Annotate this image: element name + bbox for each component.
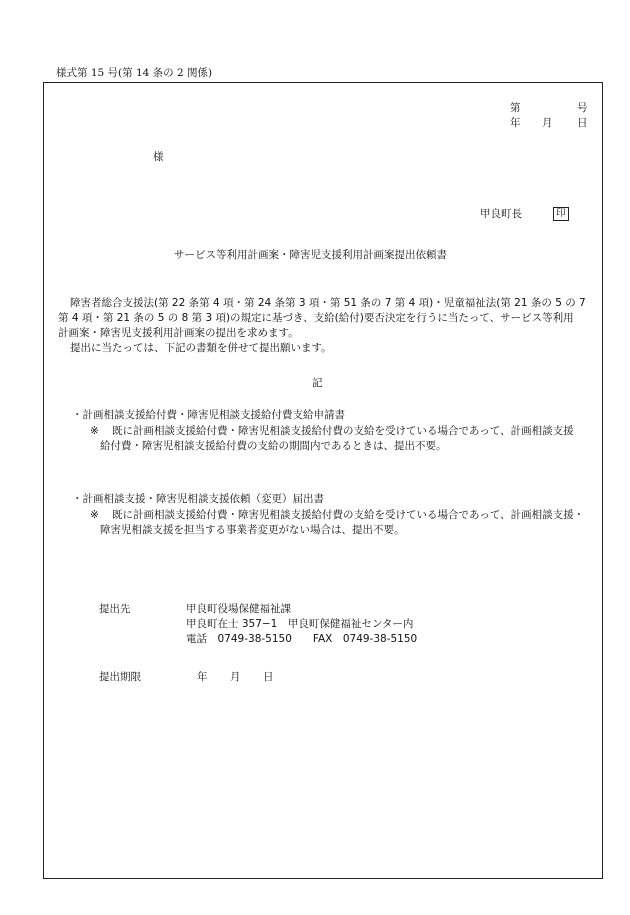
ki-label: 記: [312, 377, 323, 389]
submission-label: 提出先: [99, 603, 131, 615]
sender-title: 甲良町長: [480, 208, 522, 220]
submission-phone: 電話 0749-38-5150 FAX 0749-38-5150: [186, 633, 418, 645]
body-line-1: 障害者総合支援法(第 22 条第 4 項・第 24 条第 3 項・第 51 条の 7 第 4 項)・児童福祉法(第 21 条の 5 の 7: [70, 297, 586, 309]
seal-mark: [553, 206, 569, 221]
date-day-label: 日: [577, 117, 588, 129]
body-line-2: 第 4 項・第 21 条の 5 の 8 第 3 項)の規定に基づき、支給(給付)要否決定を行うに当たって、サービス等利用: [58, 312, 574, 324]
body-line-3: 計画案・障害児支援利用計画案の提出を求めます。: [58, 327, 299, 339]
date-year-label: 年: [510, 117, 521, 129]
item-2-note-text: 既に計画相談支援給付費・障害児相談支援給付費の支給を受けている場合であって、計画相談支援・: [112, 509, 585, 521]
form-number: 様式第 15 号(第 14 条の 2 関係): [56, 67, 213, 79]
deadline-day: 日: [263, 671, 274, 683]
item-1-note-line-1: [90, 424, 574, 439]
item-1-note-text: 既に計画相談支援給付費・障害児相談支援給付費の支給を受けている場合であって、計画相談支援: [112, 425, 574, 437]
deadline-year: 年: [197, 671, 208, 683]
document-frame: [43, 82, 603, 879]
submission-address: 甲良町在士 357−1 甲良町保健福祉センター内: [186, 618, 414, 630]
item-2-note-line-1: [90, 508, 584, 523]
note-mark: ※: [90, 425, 99, 437]
document-title: サービス等利用計画案・障害児支援利用計画案提出依頼書: [174, 249, 447, 261]
deadline-month: 月: [230, 671, 241, 683]
item-1-heading: ・計画相談支援給付費・障害児相談支援給付費支給申請書: [72, 409, 345, 421]
seal-icon: 印: [553, 207, 569, 221]
deadline-label: 提出期限: [99, 671, 141, 683]
item-2-heading: ・計画相談支援・障害児相談支援依頼（変更）届出書: [72, 493, 324, 505]
item-1-note-line-2: 給付費・障害児相談支援給付費の支給の期間内であるときは、提出不要。: [100, 440, 447, 452]
note-mark: ※: [90, 509, 99, 521]
addressee-suffix: 様: [153, 151, 164, 163]
number-label-prefix: 第: [510, 102, 521, 114]
date-month-label: 月: [542, 117, 553, 129]
submission-office: 甲良町役場保健福祉課: [186, 603, 291, 615]
item-2-note-line-2: 障害児相談支援を担当する事業者変更がない場合は、提出不要。: [100, 524, 405, 536]
body-line-4: 提出に当たっては、下記の書類を併せて提出願います。: [70, 342, 332, 354]
number-label-suffix: 号: [577, 102, 588, 114]
